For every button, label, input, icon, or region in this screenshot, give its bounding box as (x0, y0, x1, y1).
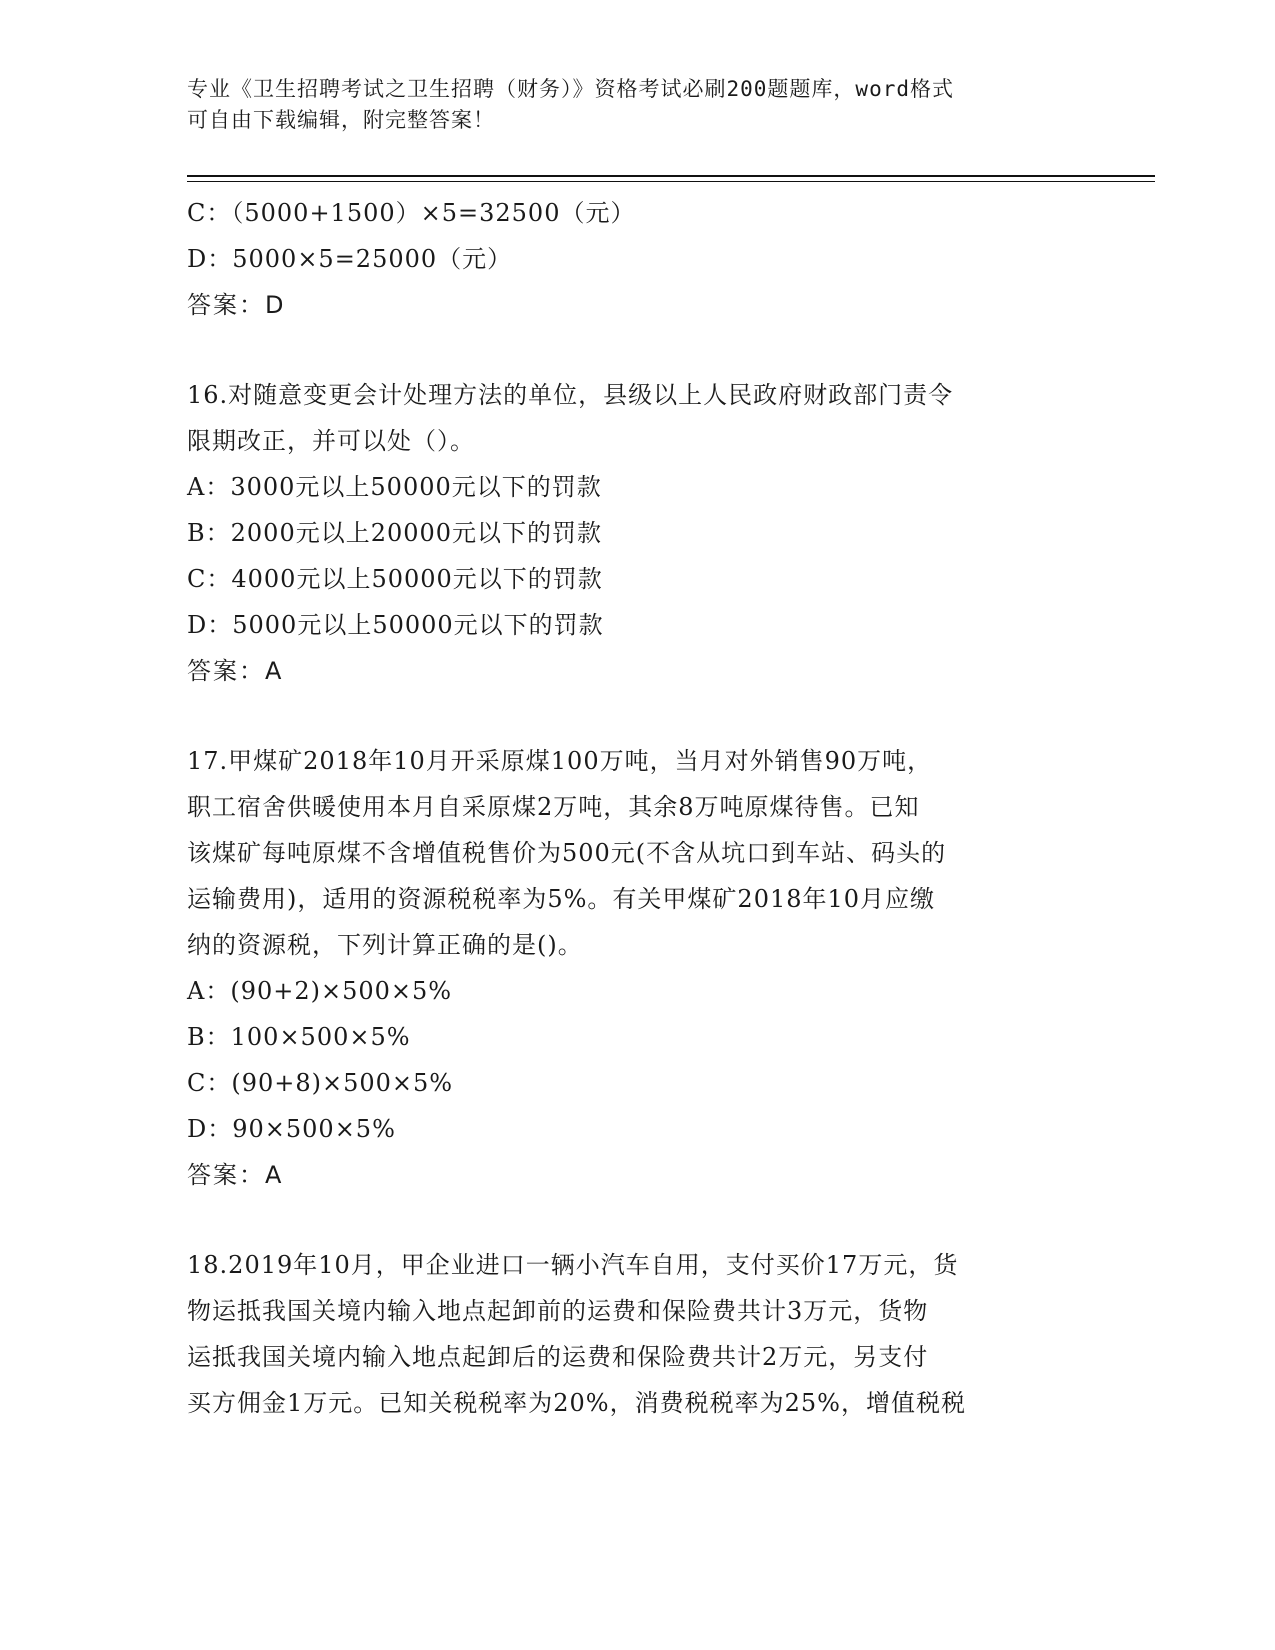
option-a: A：(90+2)×500×5% (187, 977, 453, 1005)
question-stem-line: 运输费用)，适用的资源税税率为5%。有关甲煤矿2018年10月应缴 (187, 885, 936, 913)
answer-line: 答案：D (187, 291, 286, 319)
header-line-1: 专业《卫生招聘考试之卫生招聘（财务）》资格考试必刷200题题库，word格式 (187, 77, 954, 101)
document-header (187, 74, 1067, 136)
question-18 (187, 1242, 1087, 1426)
spacer (187, 694, 1087, 738)
question-stem-line: 运抵我国关境内输入地点起卸后的运费和保险费共计2万元，另支付 (187, 1343, 929, 1371)
question-17 (187, 738, 1087, 1198)
question-stem-line: 纳的资源税，下列计算正确的是()。 (187, 931, 583, 959)
question-stem-line: 限期改正，并可以处（）。 (187, 427, 475, 455)
document-body (187, 190, 1087, 1426)
option-b: B：2000元以上20000元以下的罚款 (187, 519, 603, 547)
spacer (187, 328, 1087, 372)
question-16 (187, 372, 1087, 694)
header-line-2: 可自由下载编辑，附完整答案！ (187, 108, 495, 132)
question-stem-line: 买方佣金1万元。已知关税税率为20%，消费税税率为25%，增值税税 (187, 1389, 966, 1417)
question-stem-line: 16.对随意变更会计处理方法的单位，县级以上人民政府财政部门责令 (187, 381, 954, 409)
answer-line: 答案：A (187, 1161, 284, 1189)
question-stem-line: 物运抵我国关境内输入地点起卸前的运费和保险费共计3万元，货物 (187, 1297, 929, 1325)
header-divider-thick (187, 175, 1155, 177)
option-c: C：（5000+1500）×5=32500（元） (187, 199, 636, 227)
question-stem-line: 18.2019年10月，甲企业进口一辆小汽车自用，支付买价17万元，货 (187, 1251, 959, 1279)
option-c: C：(90+8)×500×5% (187, 1069, 454, 1097)
option-c: C：4000元以上50000元以下的罚款 (187, 565, 603, 593)
question-15 (187, 190, 1087, 328)
option-a: A：3000元以上50000元以下的罚款 (187, 473, 602, 501)
option-b: B：100×500×5% (187, 1023, 411, 1051)
header-divider-thin (187, 181, 1155, 182)
option-d: D：90×500×5% (187, 1115, 396, 1143)
answer-line: 答案：A (187, 657, 284, 685)
spacer (187, 1198, 1087, 1242)
option-d: D：5000元以上50000元以下的罚款 (187, 611, 604, 639)
question-stem-line: 该煤矿每吨原煤不含增值税售价为500元(不含从坑口到车站、码头的 (187, 839, 947, 867)
question-stem-line: 职工宿舍供暖使用本月自采原煤2万吨，其余8万吨原煤待售。已知 (187, 793, 920, 821)
question-stem-line: 17.甲煤矿2018年10月开采原煤100万吨，当月对外销售90万吨， (187, 747, 933, 775)
option-d: D：5000×5=25000（元） (187, 245, 513, 273)
